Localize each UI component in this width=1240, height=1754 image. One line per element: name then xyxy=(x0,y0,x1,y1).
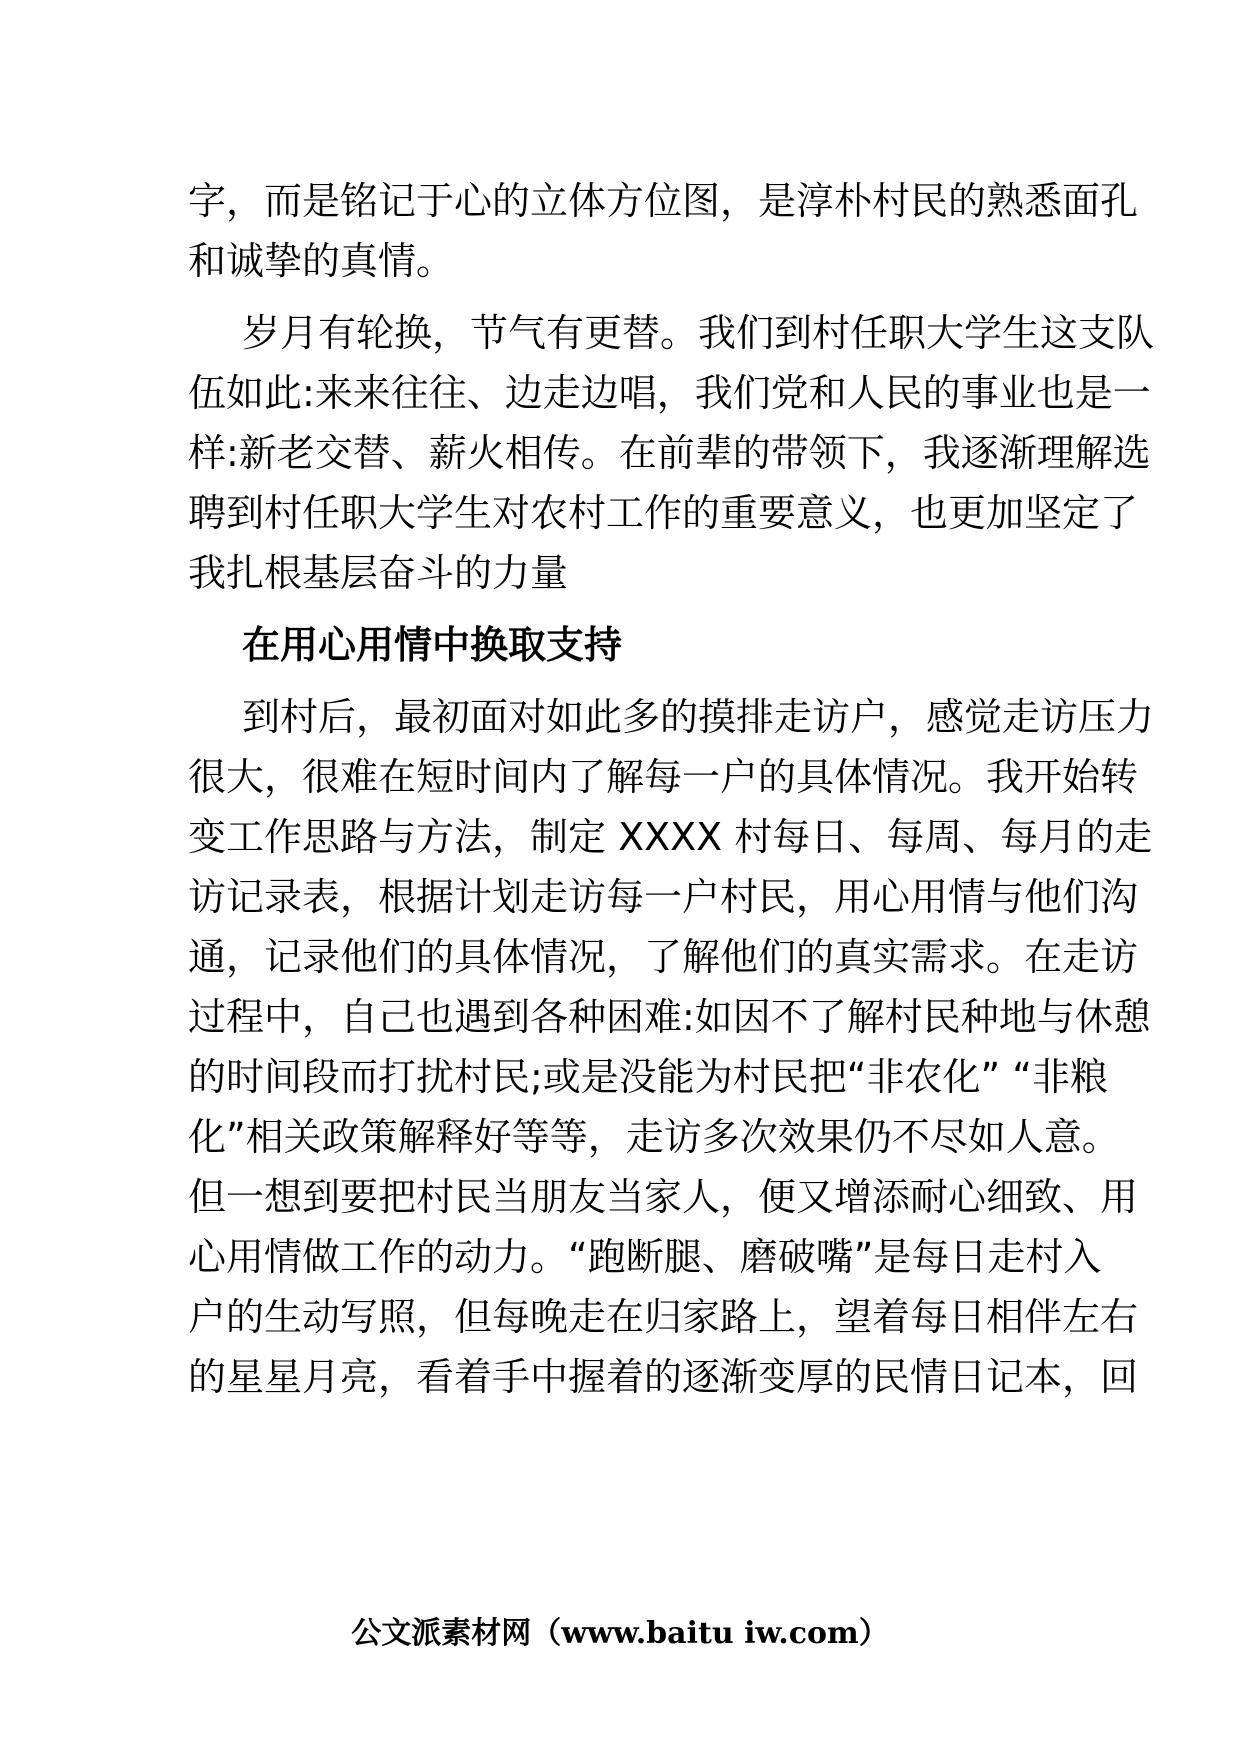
paragraph-start-line: 岁月有轮换，节气有更替。我们到村任职大学生这支队 xyxy=(242,311,1155,355)
text-line: 伍如此:来来往往、边走边唱，我们党和人民的事业也是一 xyxy=(188,371,1151,415)
text-line: 但一想到要把村民当朋友当家人，便又增添耐心细致、用 xyxy=(188,1175,1139,1219)
text-line: 的时间段而打扰村民;或是没能为村民把“非农化” “非粮 xyxy=(188,1055,1108,1099)
paragraph-start-line: 到村后，最初面对如此多的摸排走访户，感觉走访压力 xyxy=(242,695,1155,739)
text-line: 过程中，自己也遇到各种困难:如因不了解村民种地与休憩 xyxy=(188,995,1151,1039)
text-line: 很大，很难在短时间内了解每一户的具体情况。我开始转 xyxy=(188,755,1139,799)
text-line: 聘到村任职大学生对农村工作的重要意义，也更加坚定了 xyxy=(188,491,1139,535)
text-line: 访记录表，根据计划走访每一户村民，用心用情与他们沟 xyxy=(188,875,1139,919)
text-line: 字，而是铭记于心的立体方位图，是淳朴村民的熟悉面孔 xyxy=(188,179,1139,223)
text-line: 变工作思路与方法，制定 XXXX 村每日、每周、每月的走 xyxy=(188,815,1153,859)
text-line: 心用情做工作的动力。“跑断腿、磨破嘴”是每日走村入 xyxy=(188,1235,1102,1279)
text-line: 通，记录他们的具体情况，了解他们的真实需求。在走访 xyxy=(188,935,1139,979)
section-heading: 在用心用情中换取支持 xyxy=(242,623,623,667)
document-body xyxy=(188,168,1155,1410)
text-line: 我扎根基层奋斗的力量 xyxy=(188,551,569,595)
text-line: 户的生动写照，但每晚走在归家路上，望着每日相伴左右 xyxy=(188,1295,1139,1339)
text-line: 和诚挚的真情。 xyxy=(188,239,455,283)
text-line: 化”相关政策解释好等等，走访多次效果仍不尽如人意。 xyxy=(188,1115,1120,1159)
page-footer: 公文派素材网（www.baitu iw.com） xyxy=(351,1616,889,1651)
text-line: 样:新老交替、薪火相传。在前辈的带领下，我逐渐理解选 xyxy=(188,431,1151,475)
text-line: 的星星月亮，看着手中握着的逐渐变厚的民情日记本，回 xyxy=(188,1355,1139,1399)
